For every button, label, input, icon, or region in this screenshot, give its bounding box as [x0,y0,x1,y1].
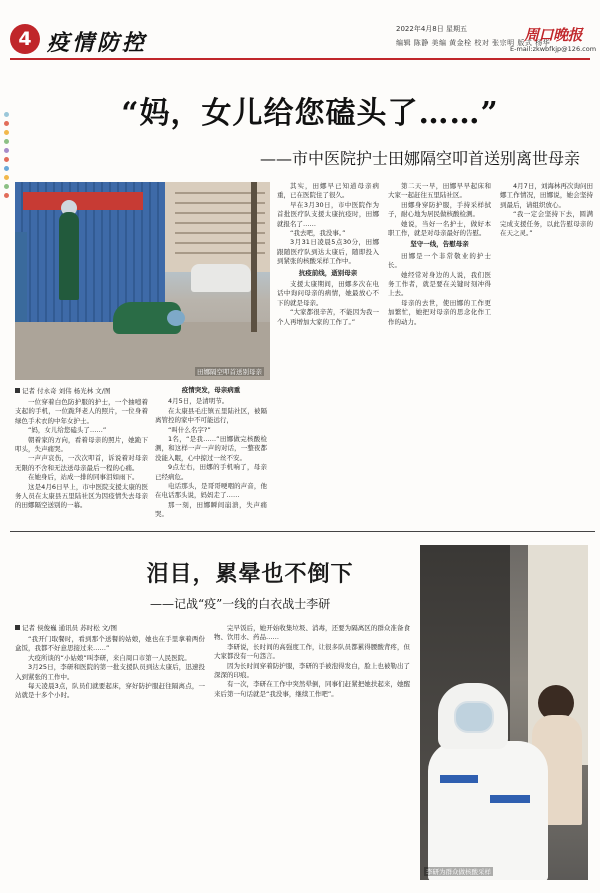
story1-byline: 记者 付永奇 刘伟 杨光林 文/图 [15,387,148,396]
square-bullet-icon [15,625,20,630]
paragraph: 李研说，长时间的高强度工作，让很多队员都累得腰酸背疼，但大家都没有一句怨言。 [214,642,410,661]
paragraph: 电话那头，是哥哥哽咽的声音，他在电话那头说，妈妈走了…… [155,482,267,500]
paragraph: 她说，当好一名护士，做好本职工作，就是对母亲最好的告慰。 [388,219,491,238]
paragraph: 母亲的去世，使田娜的工作更加繁忙，她把对母亲的思念化作工作的动力。 [388,298,491,326]
paragraph: 早在3月30日，市中医院作为首批医疗队支援太康抗疫时，田娜就报名了…… [277,200,379,228]
page-header [0,0,600,62]
story2-headline: 泪目，累晕也不倒下 [146,561,354,587]
story1-column-5 [500,182,593,238]
decorative-dot [4,184,9,189]
paragraph: 支援太康期间，田娜多次在电话中询问母亲的病情，她最放心不下的就是母亲。 [277,280,379,307]
paragraph: 一声声哀伤，一次次叩首，诉说着对母亲无限的不舍和无法送母亲最后一程的心痛。 [15,454,148,472]
decorative-dot [4,130,9,135]
paragraph: “我开门取餐时，看到那个送餐的姑娘，她也在手里拿着两份盒饭，我都不好意思接过来……” [15,635,205,653]
email-address: E-mail:zkwbfkjp@126.com [510,45,597,53]
paragraph: “我去吧，我没事。” [290,229,346,238]
paragraph: 田娜身穿防护服，手持采样拭子，耐心地为居民做核酸检测。 [388,200,491,219]
newspaper-logo: 周口晚报 [524,26,583,44]
square-bullet-icon [15,388,20,393]
paragraph: 完早饭后，她开始收集垃圾、消毒，还要为隔离区的群众准备食物、饮用水、药品…… [214,624,410,642]
story1-photo [15,182,270,380]
paragraph: “我一定会坚持下去，圆满完成支援任务，以此告慰母亲的在天之灵。” [500,210,593,238]
paragraph: 其实，田娜早已知道母亲病重，已在医院住了很久。 [277,182,379,200]
decorative-dot [4,148,9,153]
decorative-dot [4,175,9,180]
paragraph: 有一次，李研在工作中突然晕倒，同事们赶紧把她扶起来，她醒来后第一句话就是“我没事，继续工作吧”。 [214,680,410,698]
story1-column-3 [277,182,379,327]
story1-headline: “妈，女儿给您磕头了……” [121,96,499,131]
paragraph: 因为长时间穿着防护服，李研的手被泡得发白，脸上也被勒出了深深的印痕。 [214,661,410,680]
paragraph: “妈，女儿给您磕头了……” [28,426,107,435]
paragraph: 抗疫前线，逝别母亲 [298,268,358,277]
paragraph: 1名，“是我……”田娜做完核酸检测，和这样一声一声的对话，一整夜都没能入眠，心中掠过一丝不安。 [155,435,267,462]
story2-byline: 记者 侯俊巍 通讯员 苏时松 文/图 [15,624,205,633]
paragraph: “大家都很辛苦，不能因为我一个人再增加大家的工作了。” [277,308,379,326]
paragraph: 坚守一线，告慰母亲 [410,240,469,249]
paragraph: 朝着家的方向，看着母亲的照片，她跪下叩头，失声痛哭。 [15,435,148,454]
decorative-dot [4,121,9,126]
story2-column-1 [15,624,205,701]
paragraph: 第二天一早，田娜早早起床和大家一起赶往五里陆社区。 [388,182,491,200]
paragraph: 每天凌晨3点，队员们就要起床，穿好防护服赶往隔离点，一站就是十多个小时。 [15,682,205,700]
date-line: 2022年4月8日 星期五 [396,25,467,33]
story2-photo-caption: 李研为群众做核酸采样 [426,868,491,876]
paragraph: 4月7日，刘海林再次询问田娜工作情况，田娜说，她会坚持到最后，请组织放心。 [500,182,593,209]
decorative-dot [4,157,9,162]
decorative-dot [4,139,9,144]
paragraph: 4月5日，是清明节。 [168,397,229,406]
story2-column-2 [214,624,410,699]
paragraph: 田娜是一个非常敬业的护士长。 [388,251,491,270]
story1-photo-caption: 田娜隔空叩首送别母亲 [197,368,262,376]
decorative-dot [4,166,9,171]
paragraph: 她经常对身边的人说，我们医务工作者，就是要在关键时刻冲得上去。 [388,270,491,298]
paragraph: 9点左右，田娜的手机响了，母亲已经病危。 [155,463,267,481]
section-title: 疫情防控 [47,30,148,56]
paragraph: 一位穿着白色防护服的护士，一个抽噎着支起的手机，一位跪拜老人的照片，一位身着绿色手术衣的中年女护士。 [15,398,148,425]
decorative-dot [4,112,9,117]
story1-column-2 [155,384,267,520]
story2-photo [420,545,588,880]
paragraph: 在她身后，站成一排的同事泪如雨下。 [28,473,139,482]
story1-subheadline: ——市中医院护士田娜隔空叩首送别离世母亲 [259,149,580,168]
page-number: 4 [10,24,40,54]
paragraph: 这是4月6日早上，市中医院支援太康的医务人员在太康县五里陆社区为因疫情失去母亲的田娜隔空送别的一幕。 [15,482,148,510]
decorative-dot [4,193,9,198]
paragraph: “叫什么名字?” [168,425,211,434]
paragraph: 那一刻，田娜瞬间崩溃，失声痛哭。 [155,500,267,519]
story-divider [10,531,595,532]
header-rule [10,58,590,60]
paragraph: 3月31日凌晨5点30分，田娜跟随医疗队到达太康后，随即投入到紧张的核酸采样工作中。 [277,238,379,266]
paragraph: 大疫所谈的“小姑娘”叫李研，来自周口市第一人民医院。 [28,653,191,662]
paragraph: 在太康县毛庄镇五里陆社区，被隔离管控的家中不可能远行， [155,406,267,425]
editor-line: 编辑 陈静 美编 黄金栓 校对 张宗明 版式 杨华 [396,39,551,47]
paragraph: 3月25日，李研和医院的第一批支援队员到达太康后，迅速投入到紧张的工作中。 [15,663,205,681]
story1-column-1 [15,387,148,511]
story2-subheadline: ——记战“疫”一线的白衣战士李研 [150,597,331,611]
paragraph: 疫情突发，母亲病重 [181,386,241,394]
story1-column-4 [388,182,491,327]
